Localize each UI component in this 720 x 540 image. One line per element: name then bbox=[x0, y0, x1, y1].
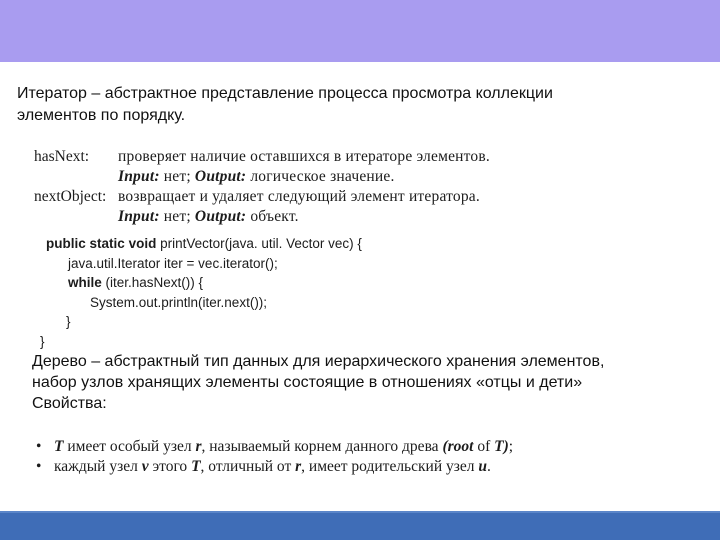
math-symbol: r bbox=[195, 438, 202, 455]
tree-definition bbox=[32, 351, 712, 414]
method-description: возвращает и удаляет следующий элемент итератора. bbox=[118, 188, 480, 205]
code-text: (iter.hasNext()) { bbox=[101, 275, 204, 290]
bullet-icon: • bbox=[36, 458, 42, 475]
list-item bbox=[34, 457, 594, 477]
code-keyword: public bbox=[46, 236, 86, 251]
method-name: hasNext: bbox=[34, 148, 90, 165]
output-value: логическое значение. bbox=[250, 168, 395, 185]
math-symbol: T bbox=[54, 438, 64, 455]
iterator-methods bbox=[34, 147, 534, 227]
property-text: каждый узел bbox=[54, 458, 142, 475]
method-row bbox=[34, 147, 534, 167]
footer-band bbox=[0, 511, 720, 540]
method-description: проверяет наличие оставшихся в итераторе элементов. bbox=[118, 148, 490, 165]
list-item bbox=[34, 437, 594, 457]
method-row bbox=[34, 187, 534, 207]
header-band bbox=[0, 0, 720, 62]
code-line bbox=[40, 293, 460, 313]
math-symbol: T) bbox=[494, 438, 509, 455]
property-text: этого bbox=[148, 458, 192, 475]
code-line bbox=[40, 254, 460, 274]
property-text: имеет особый узел bbox=[63, 438, 196, 455]
code-keyword: while bbox=[68, 275, 102, 290]
math-symbol: u bbox=[478, 458, 487, 475]
method-name: nextObject: bbox=[34, 188, 107, 205]
tree-properties-list bbox=[34, 437, 594, 477]
code-text: } bbox=[66, 314, 71, 329]
code-text: java.util.Iterator iter = vec.iterator(); bbox=[68, 255, 278, 271]
input-value: нет; bbox=[163, 208, 191, 225]
method-io bbox=[118, 207, 299, 227]
code-text: System.out.println(iter.next()); bbox=[90, 294, 268, 310]
input-label: Input: bbox=[118, 208, 160, 225]
code-keyword: static bbox=[89, 236, 125, 251]
property-text: of bbox=[473, 438, 495, 455]
input-value: нет; bbox=[163, 168, 191, 185]
code-text: printVector(java. util. Vector vec) { bbox=[156, 236, 362, 251]
method-io-row bbox=[34, 167, 534, 187]
code-text: } bbox=[40, 333, 45, 349]
output-label: Output: bbox=[194, 168, 247, 185]
code-line bbox=[40, 332, 460, 352]
output-label: Output: bbox=[194, 208, 247, 225]
bullet-icon: • bbox=[36, 438, 42, 455]
code-example bbox=[40, 234, 460, 351]
code-keyword: void bbox=[128, 236, 157, 251]
code-line bbox=[40, 234, 460, 254]
iterator-definition bbox=[17, 83, 707, 127]
method-io bbox=[118, 167, 395, 187]
footer-band-edge bbox=[0, 511, 720, 513]
code-line bbox=[40, 273, 460, 293]
tree-definition-line-1: Дерево – абстрактный тип данных для иерархического хранения элементов, bbox=[32, 353, 605, 370]
output-value: объект. bbox=[250, 208, 299, 225]
math-symbol: v bbox=[141, 458, 149, 475]
method-io-row bbox=[34, 207, 534, 227]
tree-definition-line-2: набор узлов хранящих элементы состоящие в отношениях «отцы и дети» bbox=[32, 374, 583, 391]
math-term: (root bbox=[442, 438, 474, 455]
property-text: . bbox=[487, 458, 491, 475]
input-label: Input: bbox=[118, 168, 160, 185]
iterator-definition-line-2: элементов по порядку. bbox=[17, 107, 186, 124]
property-text: , отличный от bbox=[200, 458, 296, 475]
code-line bbox=[40, 312, 460, 332]
math-symbol: T bbox=[191, 458, 201, 475]
math-symbol: r bbox=[295, 458, 302, 475]
property-text: , имеет родительский узел bbox=[301, 458, 479, 475]
iterator-definition-line-1: Итератор – абстрактное представление процесса просмотра коллекции bbox=[17, 85, 553, 102]
tree-properties-heading: Свойства: bbox=[32, 395, 107, 412]
property-text: , называемый корнем данного древа bbox=[201, 438, 443, 455]
property-text: ; bbox=[508, 438, 514, 455]
